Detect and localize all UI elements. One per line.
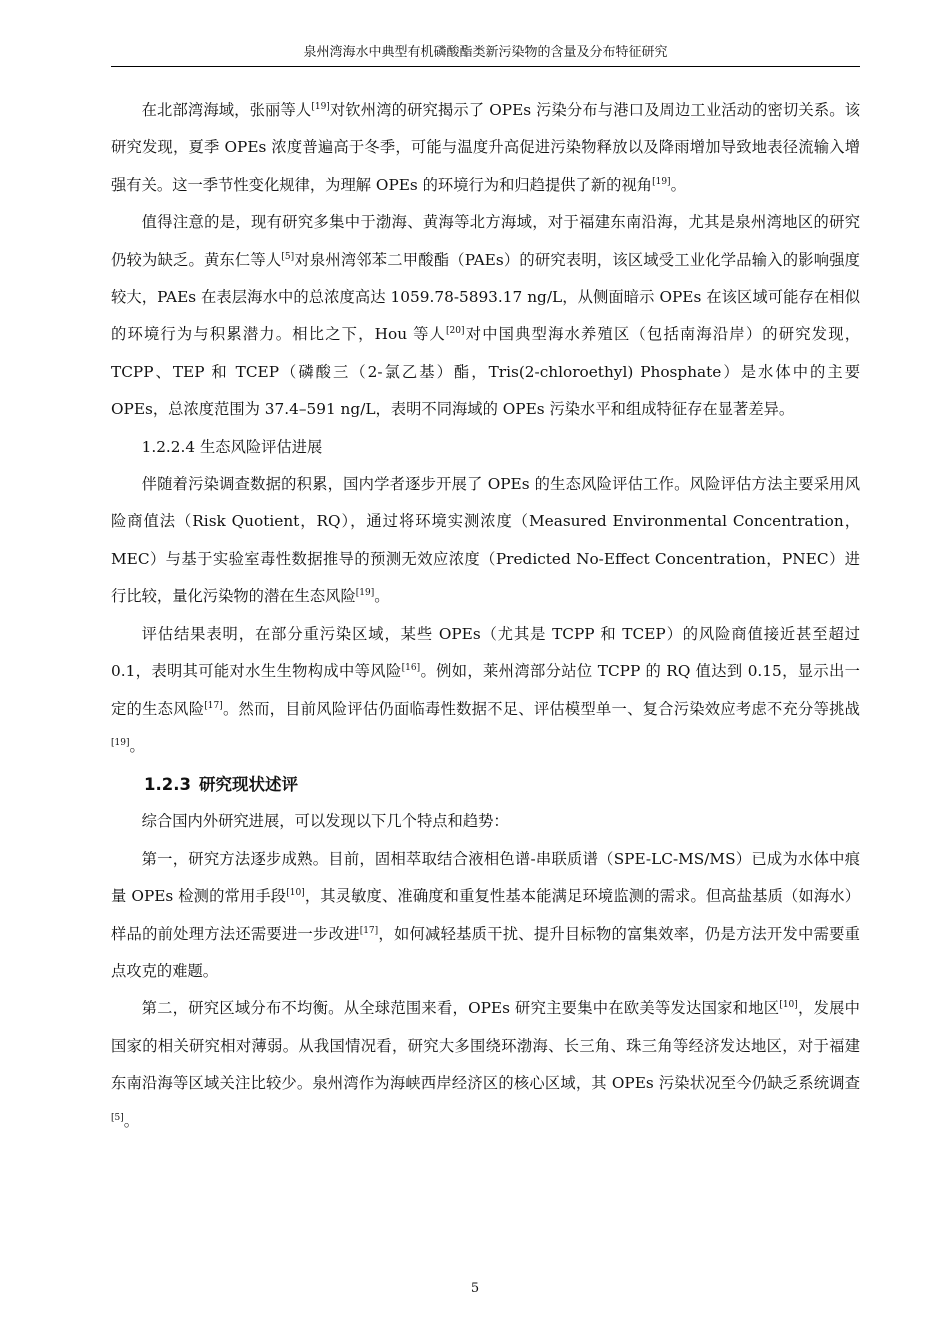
text-run: 。然而，目前风险评估仍面临毒性数据不足、评估模型单一、复合污染效应考虑不充分等挑战	[222, 699, 860, 718]
subsection-heading: 1.2.2.4 生态风险评估进展	[141, 437, 323, 456]
text-run: 第二，研究区域分布不均衡。从全球范围来看，OPEs 研究主要集中在欧美等发达国家和地区	[141, 999, 780, 1018]
citation-ref: [19]	[652, 176, 671, 187]
citation-ref: [5]	[111, 1112, 124, 1123]
text-run: ，如何减轻基质干扰、提升目标物的富集效率，仍是方法开发中需要重点攻克的难题。	[111, 924, 860, 980]
text-run: 。	[670, 175, 686, 194]
paragraph	[111, 204, 860, 428]
citation-ref: [10]	[779, 1000, 798, 1011]
citation-ref: [19]	[111, 737, 130, 748]
section-title: 研究现状述评	[198, 775, 298, 795]
header-rule	[111, 66, 860, 67]
page-number: 5	[470, 1281, 480, 1296]
text-run: ，其灵敏度、准确度和重复性基本能满足环境监测的需求。但高盐基质（如海水）样品的前处理方法还需要进一步改进	[111, 887, 860, 943]
text-run: 。	[374, 587, 390, 606]
running-header: 泉州湾海水中典型有机磷酸酯类新污染物的含量及分布特征研究	[303, 45, 668, 60]
citation-ref: [17]	[204, 700, 223, 711]
citation-ref: [19]	[311, 102, 330, 112]
citation-ref: [17]	[359, 925, 379, 936]
citation-ref: [5]	[281, 251, 295, 262]
text-run: 评估结果表明，在部分重污染区域，某些 OPEs（尤其是 TCPP 和 TCEP）的风险商值接近甚至超过 0.1，表明其可能对水生生物构成中等风险	[111, 624, 860, 681]
paragraph	[111, 92, 860, 204]
text-run: 对泉州湾邻苯二甲酸酯（PAEs）的研究表明，该区域受工业化学品输入的影响强度较大，PAEs 在表层海水中的总浓度高达 1059.78-5893.17 ng/L，从侧面暗示 OPEs 在该区域可能存在相似的环境行为与积累潜力。相比之下，Hou 等人	[111, 250, 860, 344]
paragraph	[111, 841, 860, 991]
citation-ref: [19]	[355, 588, 375, 599]
citation-ref: [20]	[446, 326, 465, 337]
text-run: 伴随着污染调查数据的积累，国内学者逐步开展了 OPEs 的生态风险评估工作。风险评估方法主要采用风险商值法（Risk Quotient，RQ），通过将环境实测浓度（Measured Environmental Concentration，MEC）与基于实验室毒性数据推导的预测无效应浓度（Predicted No-Effect Concentration，PNEC）进行比较，量化污染物的潜在生态风险	[111, 475, 860, 606]
text-run: 在北部湾海域，张丽等人	[141, 101, 312, 119]
paragraph	[111, 616, 860, 766]
text-run: 对钦州湾的研究揭示了 OPEs 污染分布与港口及周边工业活动的密切关系。该研究发现，夏季 OPEs 浓度普遍高于冬季，可能与温度升高促进污染物释放以及降雨增加导致地表径流输入增强有关。这一季节性变化规律，为理解 OPEs 的环境行为和归趋提供了新的视角	[111, 101, 860, 194]
text-run: 。	[129, 736, 145, 755]
text-run: 。	[123, 1111, 140, 1130]
text-run: ，发展中国家的相关研究相对薄弱。从我国情况看，研究大多围绕环渤海、长三角、珠三角等经济发达地区，对于福建东南沿海等区域关注比较少。泉州湾作为海峡西岸经济区的核心区域，其 OPEs 污染状况至今仍缺乏系统调查	[111, 999, 860, 1093]
text-run: 综合国内外研究进展，可以发现以下几个特点和趋势：	[141, 812, 509, 831]
paragraph	[111, 803, 860, 840]
section-heading	[111, 767, 860, 803]
text-run: 值得注意的是，现有研究多集中于渤海、黄海等北方海域，对于福建东南沿海，尤其是泉州湾地区的研究仍较为缺乏。黄东仁等人	[111, 213, 860, 269]
text-run: 第一，研究方法逐步成熟。目前，固相萃取结合液相色谱-串联质谱（SPE-LC-MS/MS）已成为水体中痕量 OPEs 检测的常用手段	[111, 849, 860, 906]
citation-ref: [16]	[401, 663, 421, 674]
section-number: 1.2.3	[144, 775, 191, 795]
page-body	[111, 92, 860, 1140]
paragraph	[111, 990, 860, 1140]
text-run: 。例如，莱州湾部分站位 TCPP 的 RQ 值达到 0.15，显示出一定的生态风险	[111, 662, 860, 718]
paragraph	[111, 466, 860, 616]
text-run: 对中国典型海水养殖区（包括南海沿岸）的研究发现，TCPP、TEP 和 TCEP（磷酸三（2-氯乙基）酯，Tris(2-chloroethyl) Phosphate）是水体中的主要 OPEs，总浓度范围为 37.4–591 ng/L，表明不同海域的 OPEs 污染水平和组成特征存在显著差异。	[111, 325, 860, 419]
citation-ref: [10]	[286, 888, 305, 899]
